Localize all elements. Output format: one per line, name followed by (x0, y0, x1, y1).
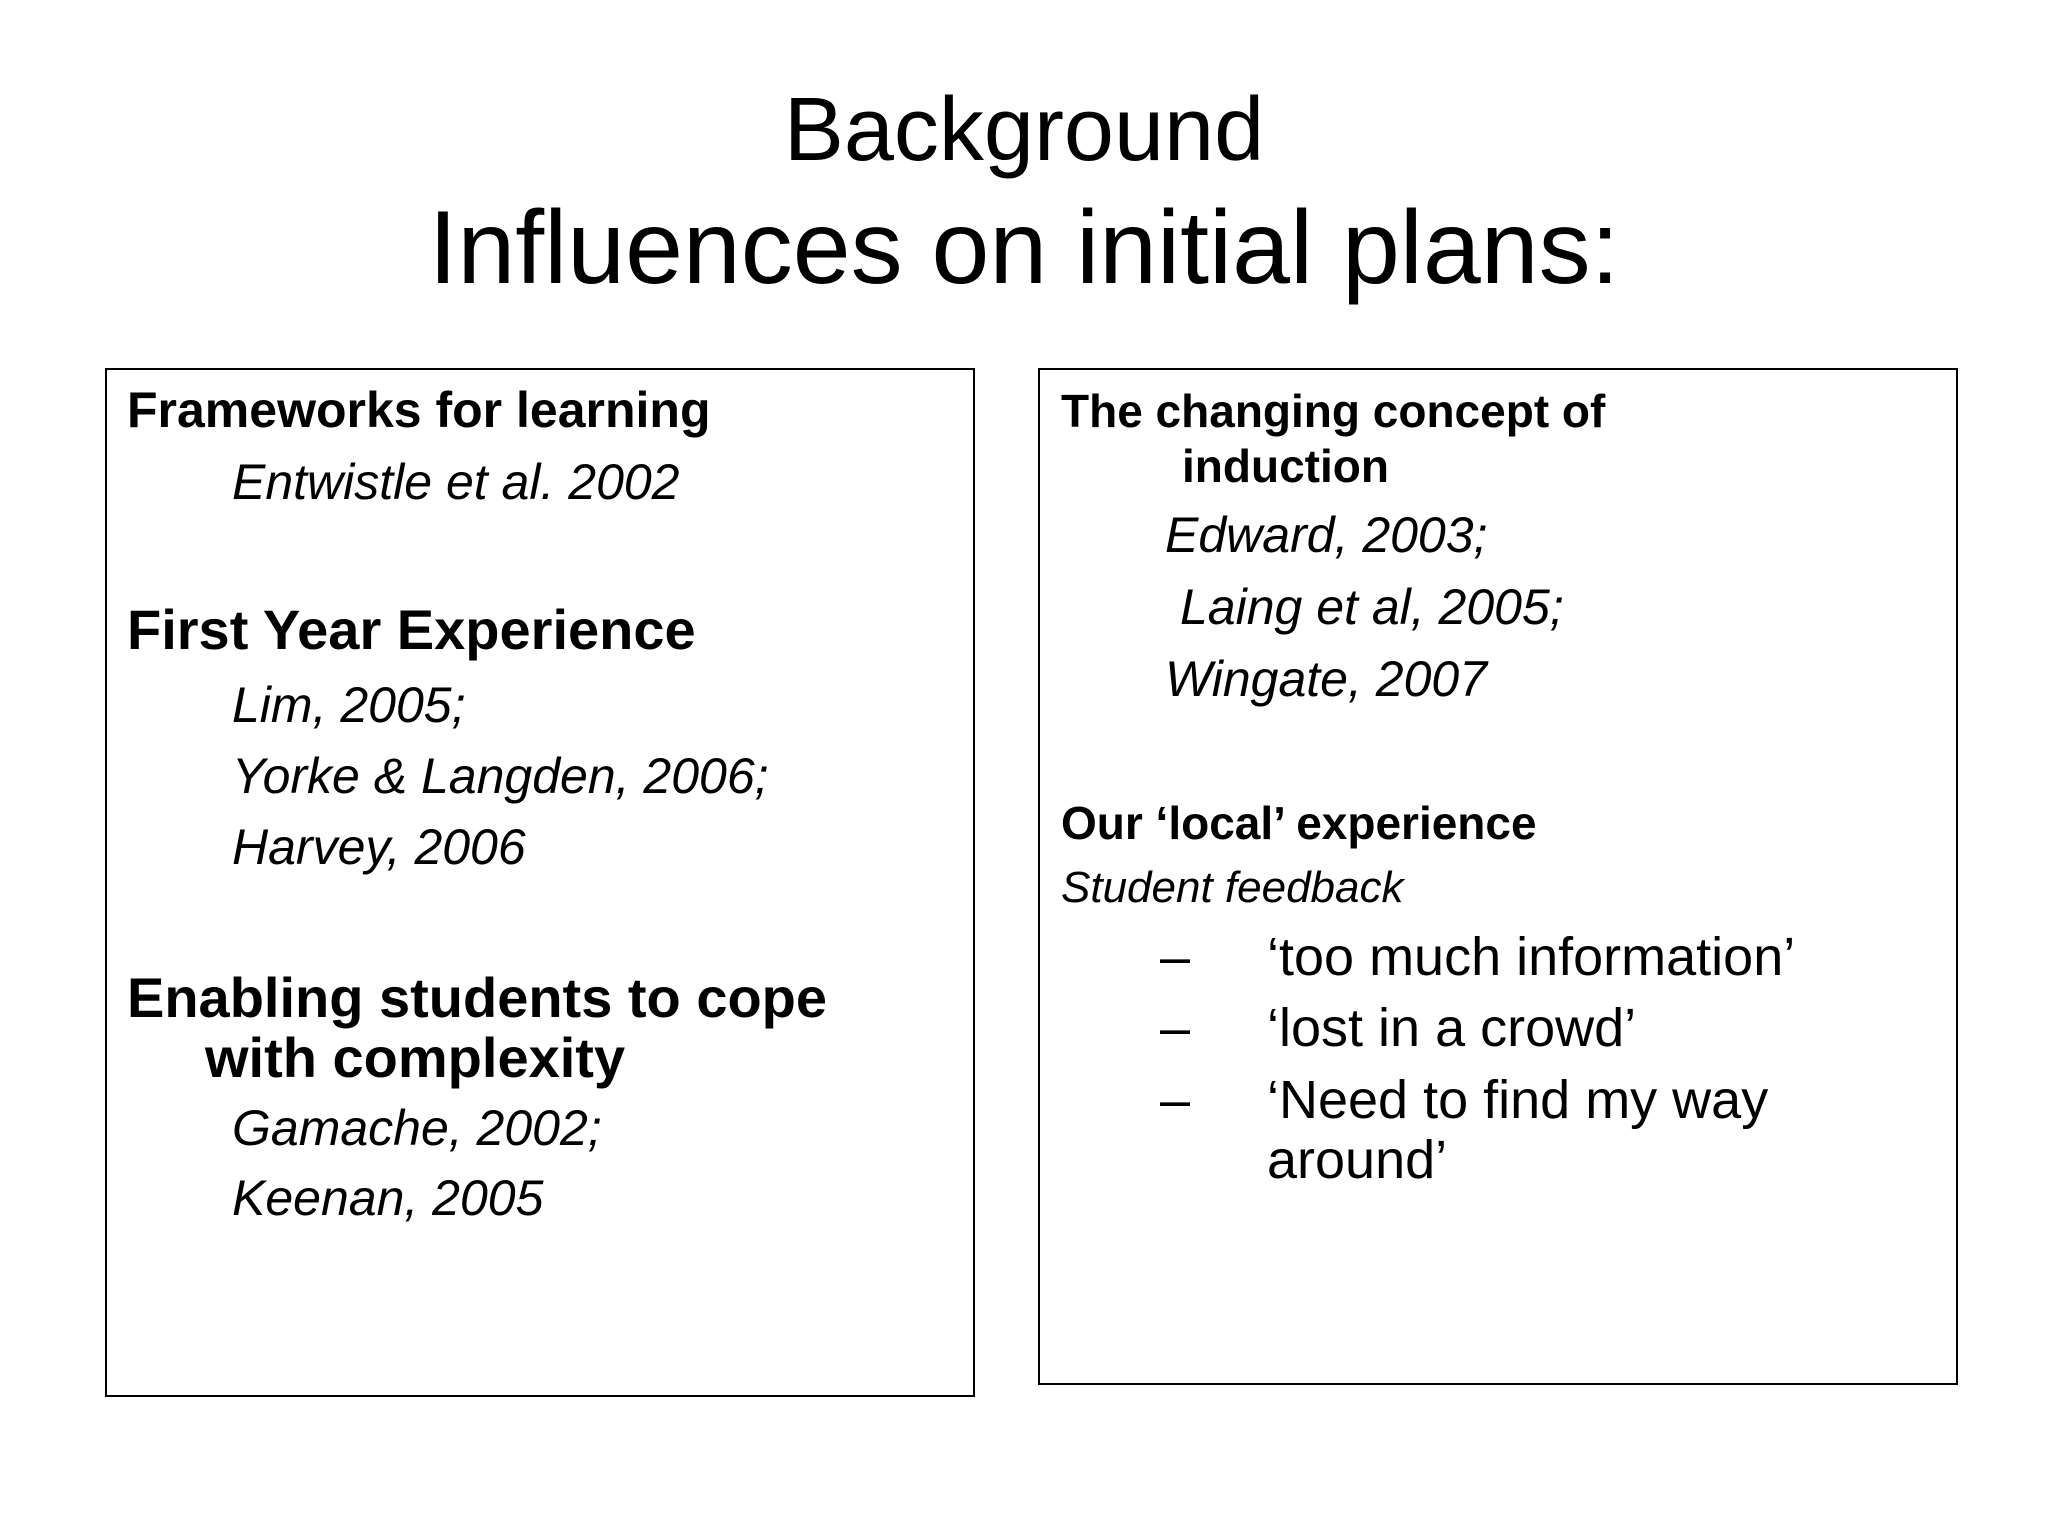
ref-harvey: Harvey, 2006 (232, 819, 526, 875)
ref-edward: Edward, 2003; (1165, 507, 1488, 563)
heading-first-year-experience: First Year Experience (127, 598, 696, 661)
heading-enabling-students: Enabling students to cope (127, 966, 828, 1029)
ref-yorke-langden: Yorke & Langden, 2006; (232, 748, 769, 804)
heading-changing-concept: The changing concept of (1061, 385, 1606, 437)
feedback-quote-lost-in-a-crowd: ‘lost in a crowd’ (1267, 998, 1637, 1058)
bullet-dash: – (1160, 1070, 1191, 1130)
heading-frameworks-for-learning: Frameworks for learning (127, 382, 711, 438)
heading-local-experience: Our ‘local’ experience (1061, 797, 1537, 849)
ref-lim: Lim, 2005; (232, 677, 466, 733)
feedback-quote-find-my-way: ‘Need to find my way (1267, 1070, 1769, 1130)
bullet-dash: – (1160, 927, 1191, 987)
slide-title: Influences on initial plans: (428, 190, 1620, 306)
slide-supertitle: Background (783, 80, 1265, 180)
ref-wingate: Wingate, 2007 (1165, 651, 1487, 707)
feedback-quote-too-much-information: ‘too much information’ (1267, 927, 1796, 987)
subheading-student-feedback: Student feedback (1061, 863, 1404, 912)
ref-gamache: Gamache, 2002; (232, 1100, 602, 1156)
bullet-dash: – (1160, 998, 1191, 1058)
feedback-quote-find-my-way-cont: around’ (1267, 1130, 1448, 1190)
heading-changing-concept-cont: induction (1182, 440, 1389, 492)
ref-laing: Laing et al, 2005; (1180, 579, 1564, 635)
heading-enabling-students-cont: with complexity (205, 1026, 626, 1089)
ref-keenan: Keenan, 2005 (232, 1170, 544, 1226)
ref-entwistle: Entwistle et al. 2002 (232, 454, 680, 510)
left-references-box (105, 368, 975, 1397)
